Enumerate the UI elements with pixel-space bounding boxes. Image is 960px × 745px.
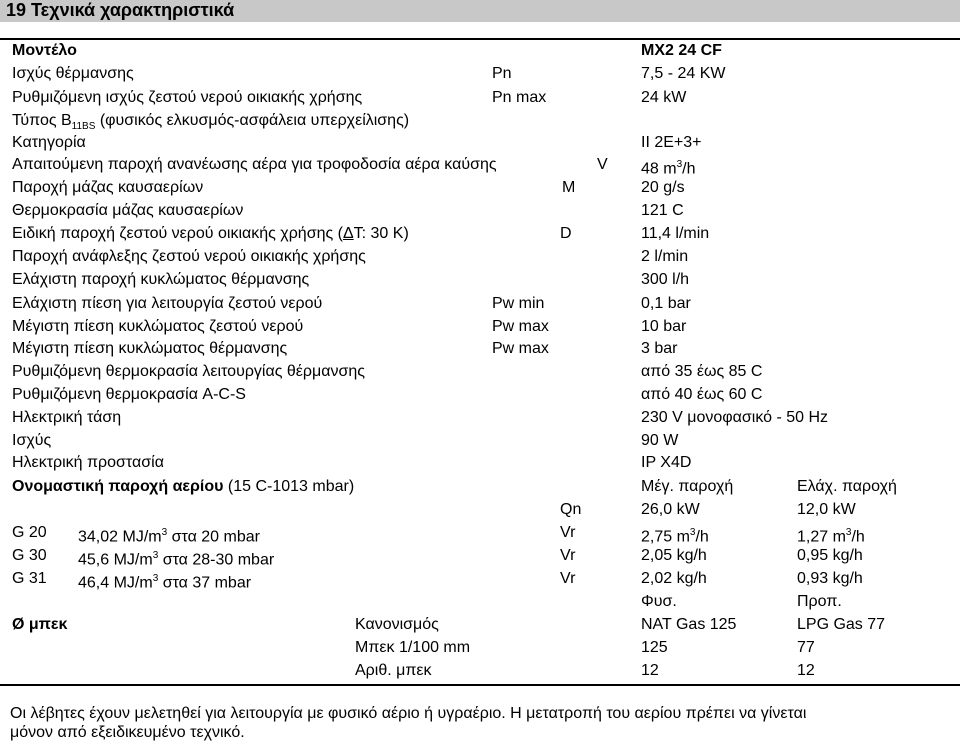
spec-symbol: Pn max xyxy=(492,89,547,106)
model-row xyxy=(0,40,960,62)
gas-qn-symbol: Qn xyxy=(560,501,582,518)
spec-label: Παροχή ανάφλεξης ζεστού νερού οικιακής χρήσης xyxy=(12,248,366,265)
spec-label: Θερμοκρασία μάζας καυσαερίων xyxy=(12,202,244,219)
spec-row xyxy=(0,154,960,176)
injector-col-nat: Φυσ. xyxy=(641,593,677,610)
injector-title: Ø μπεκ xyxy=(12,616,68,633)
gas-symbol: Vr xyxy=(560,524,576,541)
gas-qn-min: 12,0 kW xyxy=(797,501,856,518)
spec-symbol: Pw min xyxy=(492,295,545,312)
spec-row xyxy=(0,110,960,132)
injector-header-row xyxy=(0,591,960,613)
gas-name: G 30 xyxy=(12,547,47,564)
table-bottom-rule xyxy=(0,684,960,686)
spec-row xyxy=(0,452,960,474)
injector-lpg: 12 xyxy=(797,662,815,679)
spec-value: 48 $m^3/h$ xyxy=(641,159,696,178)
spec-row xyxy=(0,430,960,452)
spec-row xyxy=(0,293,960,315)
gas-name: G 31 xyxy=(12,570,47,587)
spec-row xyxy=(0,384,960,406)
spec-value: 121 C xyxy=(641,202,684,219)
gas-qn-row xyxy=(0,499,960,521)
gas-qn-max: 26,0 kW xyxy=(641,501,700,518)
injector-row xyxy=(0,637,960,659)
spec-row xyxy=(0,63,960,85)
spec-value: IP X4D xyxy=(641,454,692,471)
spec-value: από 35 έως 85 C xyxy=(641,363,763,380)
injector-nat: 125 xyxy=(641,639,668,656)
spec-label: Ρυθμιζόμενη θερμοκρασία λειτουργίας θέρμανσης xyxy=(12,363,365,380)
gas-desc: 46,4 $MJ/m^3$ στα 37 mbar xyxy=(78,573,252,592)
gas-col-max: Μέγ. παροχή xyxy=(641,478,734,495)
gas-title: Ονομαστική παροχή αερίου (15 C-1013 mbar) xyxy=(12,478,355,495)
gas-max: 2,05 kg/h xyxy=(641,547,707,564)
spec-row xyxy=(0,200,960,222)
gas-min: 0,95 kg/h xyxy=(797,547,863,564)
spec-symbol: Pn xyxy=(492,65,512,82)
injector-nat: 12 xyxy=(641,662,659,679)
spec-label: Ισχύς θέρμανσης xyxy=(12,65,134,82)
injector-row xyxy=(0,614,960,636)
spec-row xyxy=(0,132,960,154)
spec-label: Κατηγορία xyxy=(12,134,86,151)
spec-row xyxy=(0,177,960,199)
spec-symbol: D xyxy=(560,225,572,242)
spec-label: Ελάχιστη παροχή κυκλώματος θέρμανσης xyxy=(12,271,310,288)
gas-desc: 34,02 $MJ/m^3$ στα 20 mbar xyxy=(78,527,260,546)
spec-label: Ειδική παροχή ζεστού νερού οικιακής χρήσης (ΔT: 30 K) xyxy=(12,225,409,242)
spec-label: Τύπος $B_{11BS}$ (φυσικός ελκυσμός-ασφάλεια υπερχείλισης) xyxy=(12,112,410,133)
footnote-line-1: Οι λέβητες έχουν μελετηθεί για λειτουργία με φυσικό αέριο ή υγραέριο. Η μετατροπή του αερίου πρέπει να γίνεται xyxy=(10,705,807,722)
spec-value: II 2E+3+ xyxy=(641,134,702,151)
spec-value: 3 bar xyxy=(641,340,678,357)
gas-max: 2,02 kg/h xyxy=(641,570,707,587)
spec-value: 7,5 - 24 KW xyxy=(641,65,726,82)
spec-value: 10 bar xyxy=(641,318,687,335)
spec-symbol: Pw max xyxy=(492,318,549,335)
spec-label: Μέγιστη πίεση κυκλώματος ζεστού νερού xyxy=(12,318,304,335)
spec-row xyxy=(0,223,960,245)
injector-col-lpg: Προπ. xyxy=(797,593,842,610)
injector-lpg: 77 xyxy=(797,639,815,656)
spec-value: 11,4 l/min xyxy=(641,225,710,242)
spec-value: 2 l/min xyxy=(641,248,689,265)
spec-label: Ελάχιστη πίεση για λειτουργία ζεστού νερού xyxy=(12,295,323,312)
spec-label: Ρυθμιζόμενη ισχύς ζεστού νερού οικιακής χρήσης xyxy=(12,89,363,106)
injector-lpg: LPG Gas 77 xyxy=(797,616,886,633)
gas-row xyxy=(0,522,960,544)
spec-label: Μέγιστη πίεση κυκλώματος θέρμανσης xyxy=(12,340,288,357)
spec-label: Παροχή μάζας καυσαερίων xyxy=(12,179,204,196)
spec-row xyxy=(0,87,960,109)
section-header xyxy=(0,0,960,22)
gas-desc: 45,6 $MJ/m^3$ στα 28-30 mbar xyxy=(78,550,275,569)
gas-row xyxy=(0,545,960,567)
gas-symbol: Vr xyxy=(560,570,576,587)
spec-value: 24 kW xyxy=(641,89,687,106)
gas-col-min: Ελάχ. παροχή xyxy=(797,478,897,495)
gas-row xyxy=(0,568,960,590)
spec-symbol: M xyxy=(562,179,576,196)
gas-min: 1,27 $m^3/h$ xyxy=(797,527,865,546)
spec-symbol: V xyxy=(597,156,608,173)
spec-label: Απαιτούμενη παροχή ανανέωσης αέρα για τροφοδοσία αέρα καύσης xyxy=(12,156,497,173)
spec-label: Ηλεκτρική τάση xyxy=(12,409,122,426)
injector-row xyxy=(0,660,960,682)
spec-value: 300 l/h xyxy=(641,271,690,288)
spec-row xyxy=(0,316,960,338)
spec-row xyxy=(0,407,960,429)
spec-row xyxy=(0,338,960,360)
spec-value: 20 g/s xyxy=(641,179,685,196)
spec-value: 0,1 bar xyxy=(641,295,691,312)
gas-symbol: Vr xyxy=(560,547,576,564)
model-value: MX2 24 CF xyxy=(641,42,722,59)
spec-row xyxy=(0,361,960,383)
gas-min: 0,93 kg/h xyxy=(797,570,863,587)
gas-name: G 20 xyxy=(12,524,47,541)
spec-row xyxy=(0,246,960,268)
injector-nat: NAT Gas 125 xyxy=(641,616,737,633)
injector-label: Μπεκ 1/100 mm xyxy=(355,639,471,656)
injector-label: Κανονισμός xyxy=(355,616,439,633)
spec-symbol: Pw max xyxy=(492,340,549,357)
spec-row xyxy=(0,269,960,291)
spec-label: Ρυθμιζόμενη θερμοκρασία A-C-S xyxy=(12,386,246,403)
injector-label: Αριθ. μπεκ xyxy=(355,662,432,679)
spec-value: από 40 έως 60 C xyxy=(641,386,763,403)
spec-value: 90 W xyxy=(641,432,679,449)
model-label: Μοντέλο xyxy=(12,42,77,59)
spec-value: 230 V μονοφασικό - 50 Hz xyxy=(641,409,829,426)
spec-label: Ισχύς xyxy=(12,432,52,449)
spec-label: Ηλεκτρική προστασία xyxy=(12,454,164,471)
section-title: 19 Τεχνικά χαρακτηριστικά xyxy=(6,0,235,20)
footnote-line-2: μόνον από εξειδικευμένο τεχνικό. xyxy=(10,724,245,741)
gas-max: 2,75 $m^3/h$ xyxy=(641,527,709,546)
gas-header-row xyxy=(0,476,960,498)
